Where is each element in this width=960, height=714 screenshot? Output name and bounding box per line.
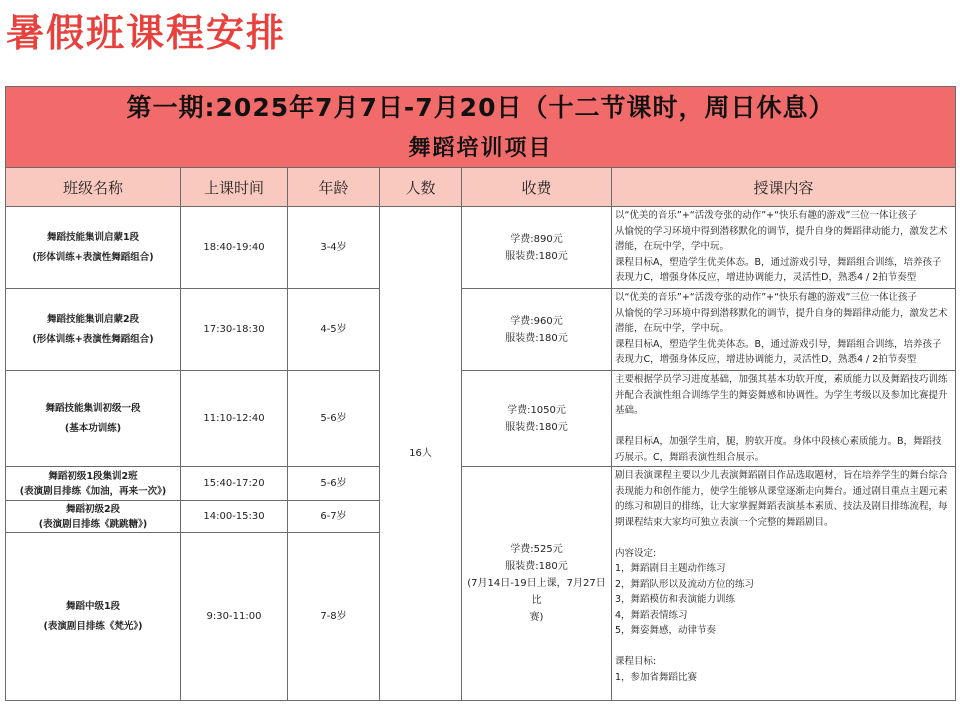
header-content: 授课内容 bbox=[612, 168, 956, 207]
content-line: 并配合表演性组合训练学生的舞姿舞感和协调性。为学生考级以及参加比赛提升 bbox=[615, 389, 948, 401]
content-line: 5，舞姿舞感，动律节奏 bbox=[615, 625, 717, 636]
age-cell: 5-6岁 bbox=[288, 371, 380, 467]
fee-cell bbox=[462, 289, 612, 371]
content-line: 1，舞蹈剧目主题动作练习 bbox=[615, 563, 726, 574]
tuition-fee: 学费:890元 bbox=[510, 233, 563, 245]
table-row bbox=[6, 207, 956, 289]
class-name: 舞蹈中级1段 bbox=[65, 600, 121, 612]
class-name: 舞蹈初级2段 bbox=[65, 503, 121, 515]
header-time: 上课时间 bbox=[181, 168, 288, 207]
schedule-table bbox=[5, 86, 956, 701]
content-line: 期课程结束大家均可独立表演一个完整的舞蹈剧目。 bbox=[615, 516, 834, 528]
content-line: 4，舞蹈表情练习 bbox=[615, 609, 688, 621]
class-subtitle: (表演剧目排练《跳跳糖》) bbox=[38, 518, 148, 530]
content-line bbox=[615, 639, 952, 655]
content-line: 课程目标A，加强学生肩，腿，胯软开度。身体中段核心素质能力。B，舞蹈技 bbox=[615, 436, 942, 447]
content-line: 潜能，在玩中学，学中玩。 bbox=[615, 323, 730, 334]
content-line: 潜能，在玩中学，学中玩。 bbox=[615, 241, 730, 252]
content-cell bbox=[612, 371, 956, 467]
age-cell: 5-6岁 bbox=[288, 467, 380, 501]
clothing-fee: 服装费:180元 bbox=[505, 250, 568, 262]
header-headcount: 人数 bbox=[380, 168, 462, 207]
content-line: 基础。 bbox=[615, 405, 644, 416]
headcount-cell: 16人 bbox=[380, 207, 462, 701]
class-name: 舞蹈技能集训启蒙2段 bbox=[46, 313, 140, 325]
program-banner-row bbox=[6, 129, 956, 168]
class-name-cell bbox=[6, 501, 181, 533]
time-cell: 14:00-15:30 bbox=[181, 501, 288, 533]
class-subtitle: (形体训练+表演性舞蹈组合) bbox=[32, 333, 154, 345]
table-row bbox=[6, 467, 956, 501]
content-line: 课程目标A，塑造学生优美体态。B，通过游戏引导，舞蹈组合训练，培养孩子 bbox=[615, 256, 942, 268]
content-line: 以“优美的音乐”+“活泼夸张的动作”+“快乐有趣的游戏”三位一体让孩子 bbox=[615, 292, 917, 303]
content-line: 课程目标A，塑造学生优美体态。B，通过游戏引导，舞蹈组合训练，培养孩子 bbox=[615, 338, 942, 350]
fee-note: 赛) bbox=[529, 612, 544, 623]
class-name: 舞蹈初级1段集训2班 bbox=[48, 470, 138, 482]
table-row bbox=[6, 371, 956, 467]
class-subtitle: (形体训练+表演性舞蹈组合) bbox=[32, 251, 154, 263]
clothing-fee: 服装费:180元 bbox=[505, 332, 568, 344]
fee-cell bbox=[462, 467, 612, 701]
content-line: 2，舞蹈队形以及流动方位的练习 bbox=[615, 578, 755, 590]
time-cell: 18:40-19:40 bbox=[181, 207, 288, 289]
class-subtitle: (基本功训练) bbox=[64, 422, 122, 434]
fee-cell bbox=[462, 207, 612, 289]
content-line: 主要根据学员学习进度基础，加强其基本功软开度，素质能力以及舞蹈技巧训练 bbox=[615, 374, 948, 385]
content-line: 从愉悦的学习环境中得到潜移默化的调节，提升自身的舞蹈律动能力，激发艺术 bbox=[615, 307, 948, 319]
header-age: 年龄 bbox=[288, 168, 380, 207]
class-name: 舞蹈技能集训初级一段 bbox=[45, 402, 141, 414]
content-line bbox=[615, 530, 952, 546]
content-line bbox=[615, 419, 952, 435]
content-line: 巧展示。C，舞蹈表演性组合展示。 bbox=[615, 451, 765, 463]
content-line: 从愉悦的学习环境中得到潜移默化的调节，提升自身的舞蹈律动能力，激发艺术 bbox=[615, 225, 948, 237]
tuition-fee: 学费:525元 bbox=[510, 544, 563, 555]
content-line: 以“优美的音乐”+“活泼夸张的动作”+“快乐有趣的游戏”三位一体让孩子 bbox=[615, 210, 917, 221]
time-cell: 11:10-12:40 bbox=[181, 371, 288, 467]
fee-cell bbox=[462, 371, 612, 467]
program-banner: 舞蹈培训项目 bbox=[6, 129, 956, 168]
content-line: 内容设定: bbox=[615, 547, 657, 559]
fee-note: (7月14日-19日上课，7月27日比 bbox=[467, 578, 606, 606]
class-subtitle: (表演剧目排练《加油，再来一次》) bbox=[19, 485, 167, 497]
content-cell bbox=[612, 207, 956, 289]
age-cell: 6-7岁 bbox=[288, 501, 380, 533]
age-cell: 7-8岁 bbox=[288, 533, 380, 701]
column-header-row bbox=[6, 168, 956, 207]
time-cell: 17:30-18:30 bbox=[181, 289, 288, 371]
class-name-cell bbox=[6, 289, 181, 371]
content-line: 课程目标: bbox=[615, 656, 657, 667]
class-name: 舞蹈技能集训启蒙1段 bbox=[46, 231, 140, 243]
content-line: 3，舞蹈模仿和表演能力训练 bbox=[615, 594, 736, 605]
period-banner: 第一期:2025年7月7日-7月20日（十二节课时，周日休息） bbox=[6, 87, 956, 130]
page-title: 暑假班课程安排 bbox=[6, 11, 287, 55]
content-line: 的练习和剧目的排练，让大家掌握舞蹈表演基本素质、技法及剧目排练流程，每 bbox=[615, 501, 948, 512]
content-line: 表现力C，增强身体反应，增进协调能力，灵活性D，熟悉4 / 2拍节奏型 bbox=[615, 354, 917, 365]
content-line: 表现能力和创作能力，使学生能够从课堂逐渐走向舞台。通过剧目重点主题元素 bbox=[615, 485, 948, 497]
class-name-cell bbox=[6, 371, 181, 467]
table-row bbox=[6, 289, 956, 371]
tuition-fee: 学费:960元 bbox=[510, 315, 563, 327]
content-cell bbox=[612, 289, 956, 371]
content-line: 剧目表演课程主要以少儿表演舞蹈剧目作品选取题材，旨在培养学生的舞台综合 bbox=[615, 470, 948, 481]
age-cell: 3-4岁 bbox=[288, 207, 380, 289]
tuition-fee: 学费:1050元 bbox=[507, 404, 566, 416]
content-line: 表现力C，增强身体反应，增进协调能力，灵活性D，熟悉4 / 2拍节奏型 bbox=[615, 272, 917, 283]
period-banner-row bbox=[6, 87, 956, 130]
class-name-cell bbox=[6, 207, 181, 289]
time-cell: 15:40-17:20 bbox=[181, 467, 288, 501]
clothing-fee: 服装费:180元 bbox=[505, 561, 568, 572]
age-cell: 4-5岁 bbox=[288, 289, 380, 371]
content-cell bbox=[612, 467, 956, 701]
clothing-fee: 服装费:180元 bbox=[505, 421, 568, 433]
time-cell: 9:30-11:00 bbox=[181, 533, 288, 701]
content-line: 1，参加省舞蹈比赛 bbox=[615, 671, 698, 683]
class-name-cell bbox=[6, 467, 181, 501]
header-fee: 收费 bbox=[462, 168, 612, 207]
class-subtitle: (表演剧目排练《梵光》) bbox=[43, 620, 143, 632]
class-name-cell bbox=[6, 533, 181, 701]
header-class-name: 班级名称 bbox=[6, 168, 181, 207]
